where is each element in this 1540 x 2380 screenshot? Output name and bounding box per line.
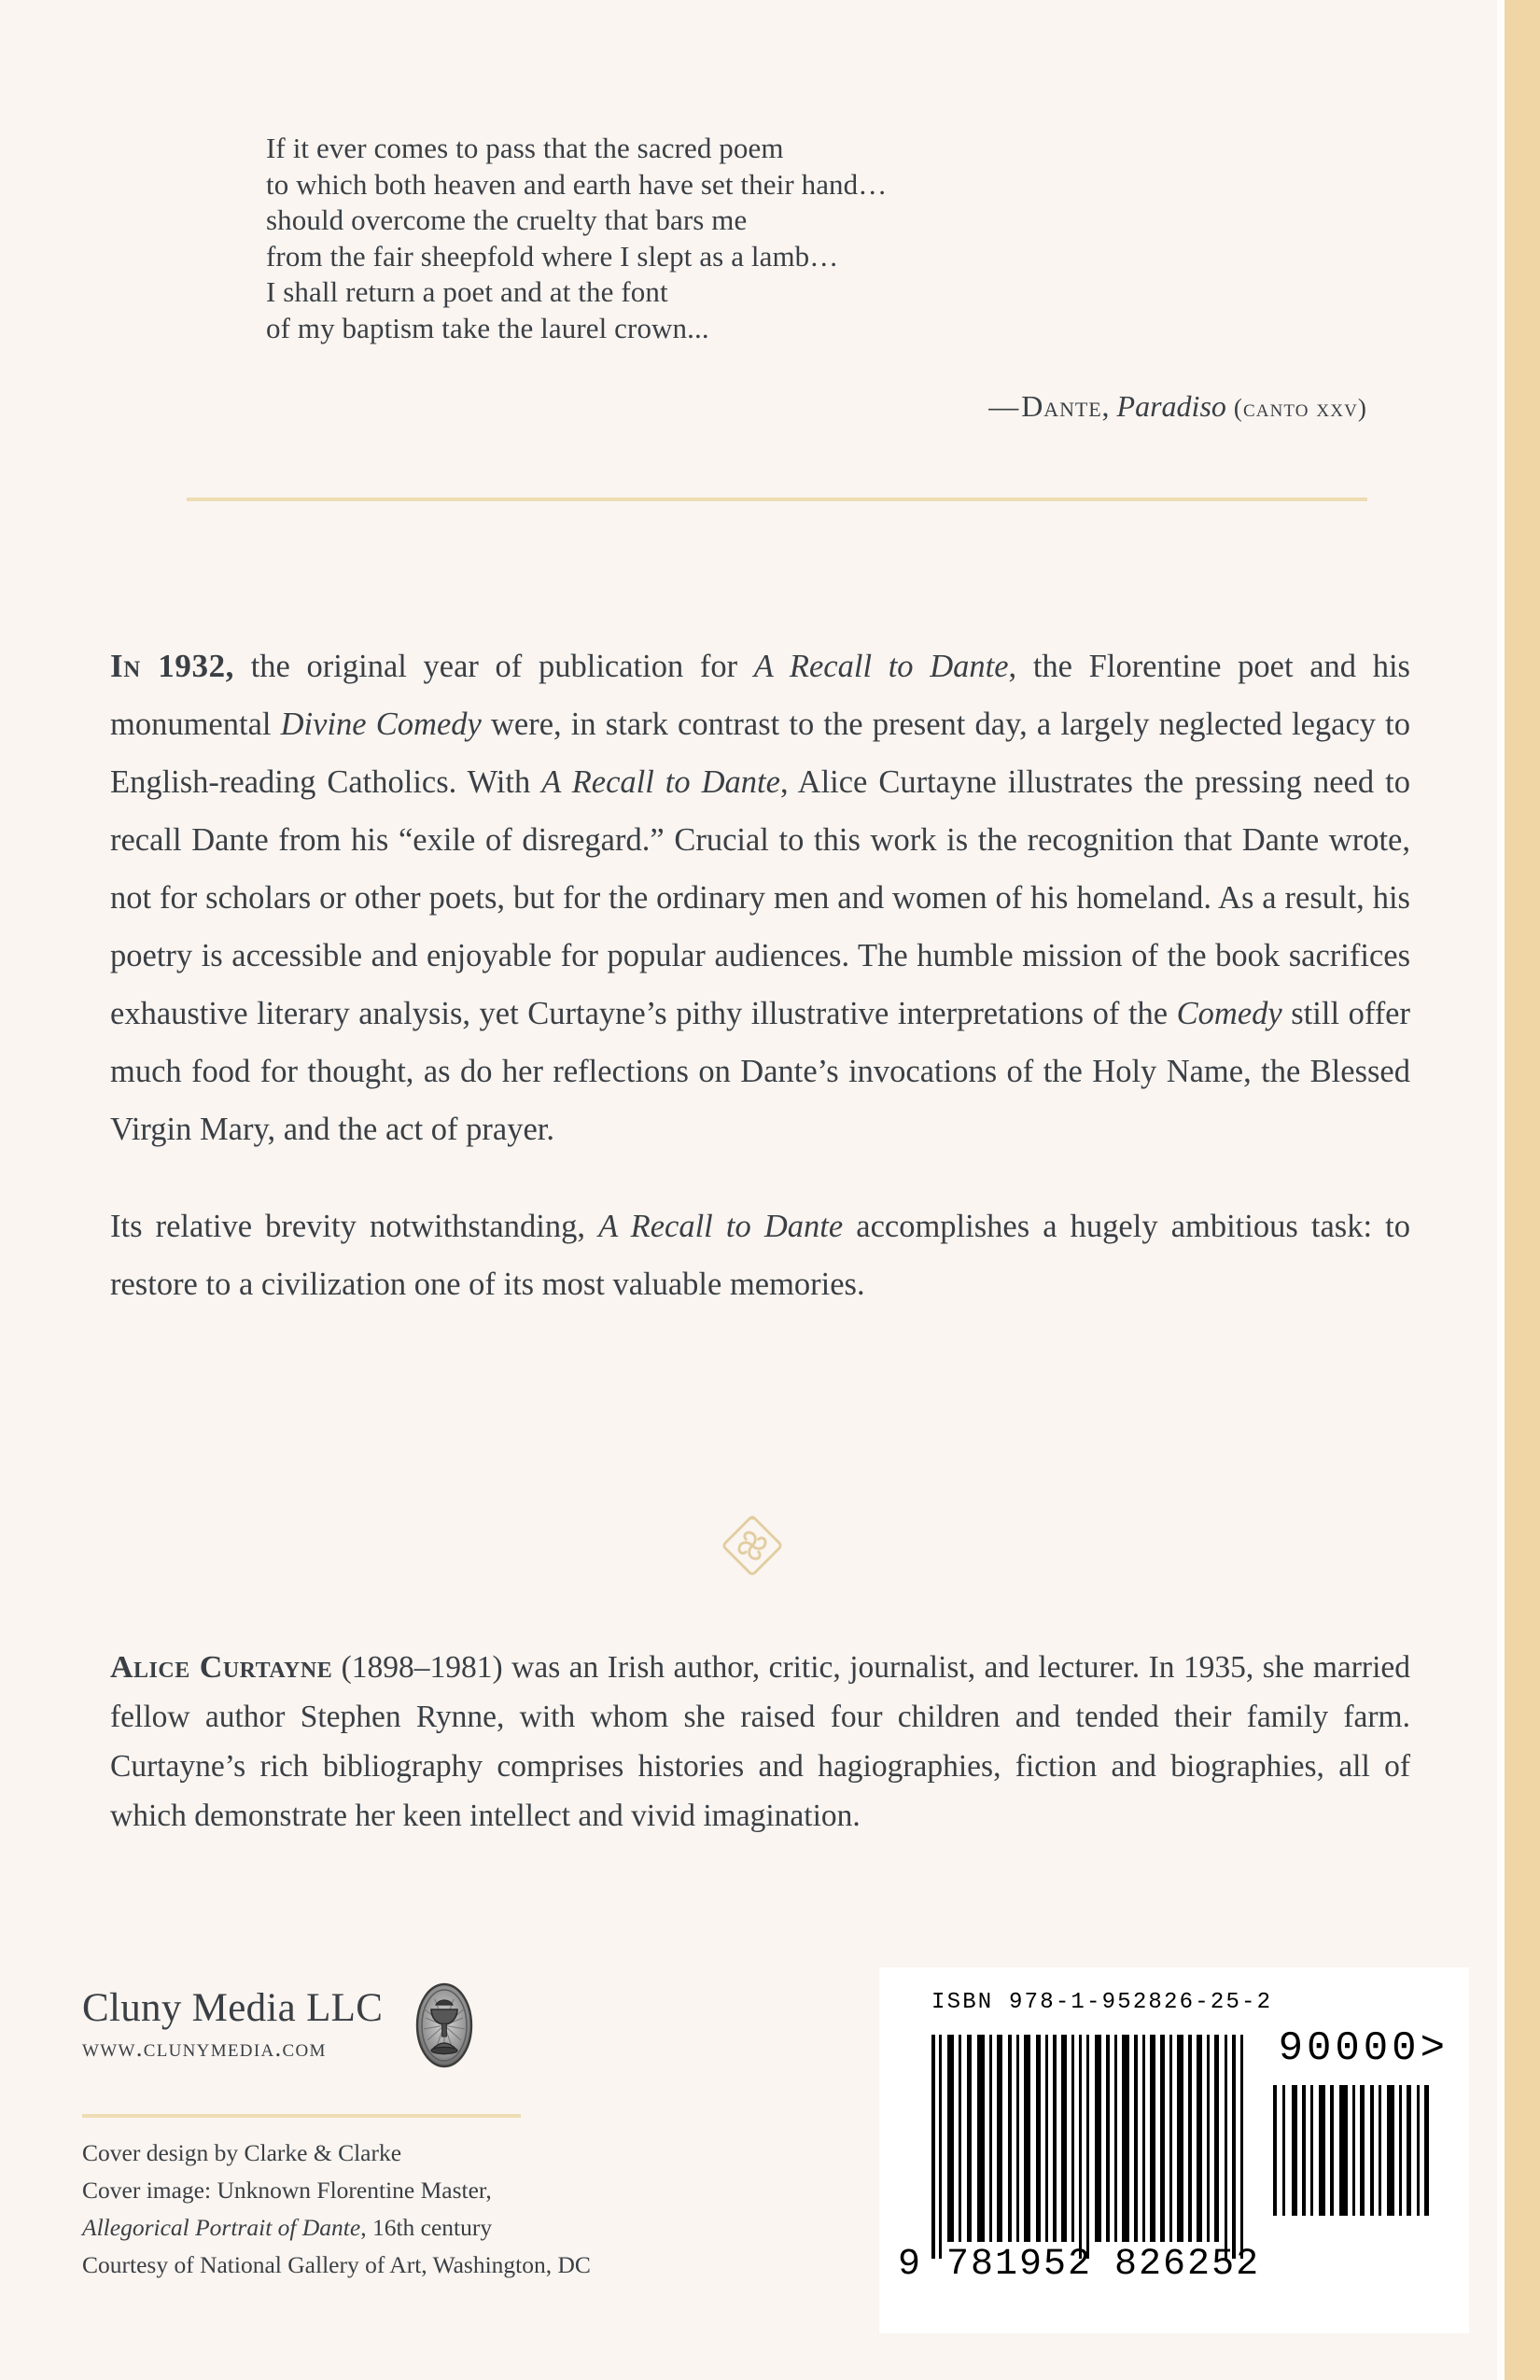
credit-line: Cover design by Clarke & Clarke <box>82 2139 402 2166</box>
author-bio-text: (1898–1981) was an Irish author, critic, journalist, and lecturer. In 1935, she married fellow author Stephen Rynne, with whom she raised four children and tended their family farm. Curtayne’s rich bibliography comprises histories and hagiographies, fiction and biographies, all of which demonstrate her keen intellect and vivid imagination. <box>110 1650 1410 1833</box>
epigraph-work-title: Paradiso <box>1116 389 1226 423</box>
attribution-comma: , <box>1101 389 1117 423</box>
blurb-text: accomplishes a hugely ambitious task: to restore to a civilization one of its most valuable memories. <box>110 1209 1410 1302</box>
book-title: A Recall to Dante <box>753 649 1009 684</box>
attribution-space <box>1226 389 1234 423</box>
blurb-text: the original year of publication for <box>234 649 754 684</box>
credit-line: Cover image: Unknown Florentine Master, <box>82 2177 492 2204</box>
ean5-addon-bars <box>1271 2085 1432 2216</box>
publisher-row <box>82 1981 623 2070</box>
blurb-paragraph-1 <box>110 637 1410 1158</box>
spine-gap <box>1497 0 1505 2380</box>
blurb-text: , the Florentine poet and his monumental <box>110 649 1410 742</box>
blurb-text: still offer much food for thought, as do her reflections on Dante’s invocations of the Holy Name, the Blessed Virgin Mary, and the act of prayer. <box>110 996 1410 1147</box>
epigraph-line: should overcome the cruelty that bars me <box>266 203 748 236</box>
epigraph-block <box>266 131 1367 424</box>
em-dash: — <box>988 389 1018 423</box>
epigraph-canto: (canto xxv) <box>1233 394 1367 422</box>
diamond-scroll-ornament <box>721 1514 784 1577</box>
epigraph-line: I shall return a poet and at the font <box>266 275 668 308</box>
publisher-block <box>82 1981 623 2070</box>
credit-line-artwork <box>82 2209 735 2247</box>
isbn-barcode-block <box>879 1967 1469 2333</box>
epigraph-line: If it ever comes to pass that the sacred poem <box>266 132 784 164</box>
blurb-text: were, in stark contrast to the present day, a largely neglected legacy to English-reading Catholics. With <box>110 707 1411 800</box>
book-title: A Recall to Dante <box>598 1209 844 1244</box>
epigraph-line: from the fair sheepfold where I slept as a lamb… <box>266 239 839 273</box>
credit-line: Courtesy of National Gallery of Art, Washington, DC <box>82 2251 591 2278</box>
publisher-url[interactable]: www.clunymedia.com <box>82 2033 327 2062</box>
book-title: Comedy <box>1176 996 1282 1031</box>
blurb-text: , Alice Curtayne illustrates the pressing need to recall Dante from his “exile of disregard.” Crucial to this work is the recognition that Dante wrote, not for scholars or other poets, but for the ordinary men and women of his homeland. As a result, his poetry is accessible and enjoyable for popular audiences. The humble mission of the book sacrifices exhaustive literary analysis, yet Curtayne’s pithy illustrative interpretations of the <box>110 764 1410 1031</box>
epigraph-attribution <box>266 389 1367 424</box>
book-title: A Recall to Dante <box>541 764 780 800</box>
artwork-date: , 16th century <box>360 2214 493 2241</box>
credits-divider-rule <box>82 2114 521 2118</box>
ean-lead-digit: 9 <box>898 2244 923 2286</box>
epigraph-line: to which both heaven and earth have set their hand… <box>266 167 888 201</box>
isbn-label: ISBN 978-1-952826-25-2 <box>931 1990 1273 2015</box>
section-ornament <box>0 1514 1505 1577</box>
ean13-bars <box>930 2035 1247 2259</box>
author-name: Alice Curtayne <box>110 1650 333 1685</box>
author-bio-paragraph <box>110 1643 1410 1841</box>
ean-group-1: 781952 <box>946 2244 1093 2286</box>
price-code-label: 90000> <box>1278 2025 1449 2072</box>
author-bio-block <box>110 1643 1410 1841</box>
blurb-lead-in: In 1932, <box>110 648 235 684</box>
epigraph-line: of my baptism take the laurel crown... <box>266 311 709 344</box>
chalice-medallion-logo <box>411 1981 478 2070</box>
spine-gold-strip <box>1505 0 1540 2380</box>
publisher-identity <box>82 1988 383 2063</box>
epigraph-author: Dante <box>1021 389 1102 423</box>
ean13-digits <box>898 2244 1260 2286</box>
epigraph-divider-rule <box>187 497 1367 501</box>
book-title: Divine Comedy <box>280 707 482 742</box>
blurb-text: Its relative brevity notwithstanding, <box>110 1209 599 1244</box>
ean-group-2: 826252 <box>1114 2244 1261 2286</box>
publisher-name: Cluny Media LLC <box>82 1986 384 2031</box>
credits-block <box>82 2135 735 2284</box>
artwork-title: Allegorical Portrait of Dante <box>82 2214 361 2241</box>
blurb-block <box>110 637 1410 1313</box>
blurb-paragraph-2 <box>110 1197 1410 1313</box>
